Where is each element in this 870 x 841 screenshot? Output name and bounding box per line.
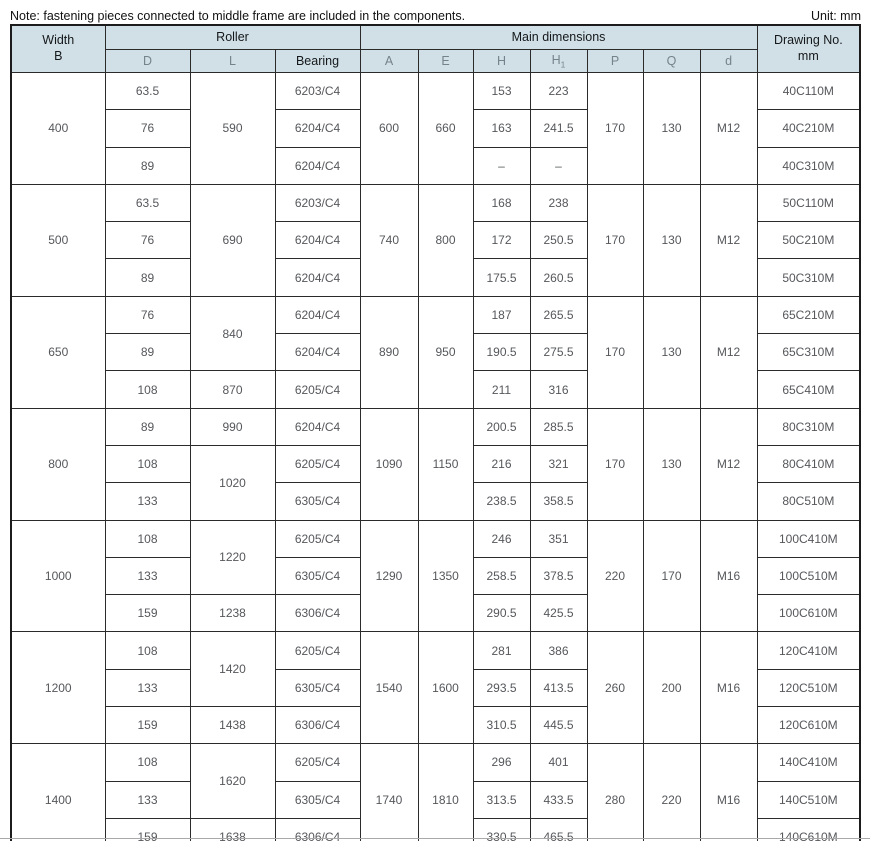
roller-l-cell: 690 bbox=[190, 184, 275, 296]
dim-p-cell: 170 bbox=[587, 184, 643, 296]
drawing-no-cell: 80C510M bbox=[757, 483, 860, 520]
col-header-h: H bbox=[473, 50, 530, 73]
roller-d-cell: 76 bbox=[105, 222, 190, 259]
roller-l-cell: 1420 bbox=[190, 632, 275, 707]
bearing-cell: 6305/C4 bbox=[275, 669, 360, 706]
roller-l-cell: 1020 bbox=[190, 445, 275, 520]
bearing-cell: 6306/C4 bbox=[275, 707, 360, 744]
dim-h1-cell: 321 bbox=[530, 445, 587, 482]
bearing-cell: 6205/C4 bbox=[275, 632, 360, 669]
dim-p-cell: 260 bbox=[587, 632, 643, 744]
drawing-no-cell: 120C410M bbox=[757, 632, 860, 669]
dim-e-cell: 1150 bbox=[418, 408, 473, 520]
bearing-cell: 6204/C4 bbox=[275, 408, 360, 445]
dim-h1-cell: 260.5 bbox=[530, 259, 587, 296]
dim-h-cell: 290.5 bbox=[473, 595, 530, 632]
width-b-cell: 800 bbox=[11, 408, 105, 520]
drawing-no-cell: 50C110M bbox=[757, 184, 860, 221]
col-header-d-thread: d bbox=[700, 50, 757, 73]
dim-h-cell: 246 bbox=[473, 520, 530, 557]
table-row bbox=[11, 184, 860, 221]
drawing-no-cell: 100C610M bbox=[757, 595, 860, 632]
col-header-main-dimensions: Main dimensions bbox=[360, 25, 757, 50]
roller-d-cell: 108 bbox=[105, 445, 190, 482]
dim-q-cell: 130 bbox=[643, 296, 700, 408]
dim-q-cell: 220 bbox=[643, 744, 700, 841]
width-b-cell: 400 bbox=[11, 73, 105, 185]
thread-d-cell: M12 bbox=[700, 73, 757, 185]
table-row bbox=[11, 296, 860, 333]
unit-label: Unit: mm bbox=[811, 9, 861, 23]
bearing-cell: 6305/C4 bbox=[275, 781, 360, 818]
dim-h-cell: 238.5 bbox=[473, 483, 530, 520]
dim-h-cell: 190.5 bbox=[473, 334, 530, 371]
col-header-width-b bbox=[11, 25, 105, 73]
col-header-p: P bbox=[587, 50, 643, 73]
roller-l-cell: 870 bbox=[190, 371, 275, 408]
roller-d-cell: 159 bbox=[105, 707, 190, 744]
roller-d-cell: 63.5 bbox=[105, 184, 190, 221]
dim-h1-cell: 413.5 bbox=[530, 669, 587, 706]
dim-q-cell: 200 bbox=[643, 632, 700, 744]
roller-l-cell: 990 bbox=[190, 408, 275, 445]
dim-h-cell: 330.5 bbox=[473, 818, 530, 841]
bearing-cell: 6204/C4 bbox=[275, 222, 360, 259]
roller-d-cell: 89 bbox=[105, 334, 190, 371]
drawing-no-cell: 50C310M bbox=[757, 259, 860, 296]
drawing-no-cell: 65C310M bbox=[757, 334, 860, 371]
table-row bbox=[11, 744, 860, 781]
dim-h1-cell: 465.5 bbox=[530, 818, 587, 841]
table-row bbox=[11, 73, 860, 110]
drawing-no-cell: 80C310M bbox=[757, 408, 860, 445]
col-header-roller: Roller bbox=[105, 25, 360, 50]
table-body bbox=[11, 73, 860, 841]
width-b-cell: 1400 bbox=[11, 744, 105, 841]
drawing-mm-label: mm bbox=[797, 49, 819, 63]
drawing-no-cell: 40C110M bbox=[757, 73, 860, 110]
page-bottom-rule bbox=[0, 838, 870, 839]
roller-d-cell: 108 bbox=[105, 632, 190, 669]
dim-q-cell: 130 bbox=[643, 184, 700, 296]
dim-p-cell: 170 bbox=[587, 73, 643, 185]
bearing-cell: 6205/C4 bbox=[275, 744, 360, 781]
dim-h-cell: 310.5 bbox=[473, 707, 530, 744]
drawing-no-cell: 65C210M bbox=[757, 296, 860, 333]
dim-a-cell: 890 bbox=[360, 296, 418, 408]
bearing-cell: 6203/C4 bbox=[275, 184, 360, 221]
roller-l-cell: 1620 bbox=[190, 744, 275, 819]
bearing-cell: 6203/C4 bbox=[275, 73, 360, 110]
roller-d-cell: 108 bbox=[105, 520, 190, 557]
dim-a-cell: 1090 bbox=[360, 408, 418, 520]
dim-h1-cell: 238 bbox=[530, 184, 587, 221]
table-row bbox=[11, 408, 860, 445]
drawing-no-cell: 140C510M bbox=[757, 781, 860, 818]
spec-table bbox=[10, 24, 861, 841]
dim-e-cell: 1600 bbox=[418, 632, 473, 744]
dim-h1-cell: 425.5 bbox=[530, 595, 587, 632]
dim-h1-cell: 378.5 bbox=[530, 557, 587, 594]
dim-h1-cell: 250.5 bbox=[530, 222, 587, 259]
table-header bbox=[11, 25, 860, 73]
roller-d-cell: 89 bbox=[105, 259, 190, 296]
dim-h1-cell: 265.5 bbox=[530, 296, 587, 333]
roller-d-cell: 133 bbox=[105, 669, 190, 706]
bearing-cell: 6305/C4 bbox=[275, 483, 360, 520]
roller-d-cell: 63.5 bbox=[105, 73, 190, 110]
dim-q-cell: 170 bbox=[643, 520, 700, 632]
width-b-cell: 650 bbox=[11, 296, 105, 408]
roller-l-cell: 1220 bbox=[190, 520, 275, 595]
dim-e-cell: 800 bbox=[418, 184, 473, 296]
col-header-d: D bbox=[105, 50, 190, 73]
dim-h-cell: 293.5 bbox=[473, 669, 530, 706]
dim-a-cell: 600 bbox=[360, 73, 418, 185]
table-row bbox=[11, 520, 860, 557]
roller-l-cell: 1238 bbox=[190, 595, 275, 632]
width-b-label: B bbox=[54, 49, 63, 63]
note-text: Note: fastening pieces connected to middle frame are included in the components. bbox=[10, 9, 466, 23]
roller-d-cell: 133 bbox=[105, 781, 190, 818]
dim-h-cell: 187 bbox=[473, 296, 530, 333]
h1-subscript: 1 bbox=[560, 59, 566, 70]
bearing-cell: 6204/C4 bbox=[275, 334, 360, 371]
roller-d-cell: 159 bbox=[105, 595, 190, 632]
drawing-no-cell: 100C510M bbox=[757, 557, 860, 594]
dim-a-cell: 1540 bbox=[360, 632, 418, 744]
thread-d-cell: M12 bbox=[700, 184, 757, 296]
dim-h-cell: 296 bbox=[473, 744, 530, 781]
roller-d-cell: 89 bbox=[105, 408, 190, 445]
dim-h-cell: 281 bbox=[473, 632, 530, 669]
drawing-no-cell: 140C410M bbox=[757, 744, 860, 781]
dim-q-cell: 130 bbox=[643, 73, 700, 185]
drawing-no-label: Drawing No. bbox=[773, 33, 843, 48]
col-header-q: Q bbox=[643, 50, 700, 73]
dim-h1-cell: 351 bbox=[530, 520, 587, 557]
roller-l-cell: 840 bbox=[190, 296, 275, 371]
dim-h1-cell: 358.5 bbox=[530, 483, 587, 520]
width-label: Width bbox=[42, 33, 75, 48]
dim-h-cell: – bbox=[473, 147, 530, 184]
bearing-cell: 6305/C4 bbox=[275, 557, 360, 594]
thread-d-cell: M16 bbox=[700, 744, 757, 841]
dim-h-cell: 163 bbox=[473, 110, 530, 147]
roller-l-cell: 1438 bbox=[190, 707, 275, 744]
dim-h-cell: 216 bbox=[473, 445, 530, 482]
dim-e-cell: 950 bbox=[418, 296, 473, 408]
roller-d-cell: 108 bbox=[105, 371, 190, 408]
dim-q-cell: 130 bbox=[643, 408, 700, 520]
dim-h-cell: 153 bbox=[473, 73, 530, 110]
drawing-no-cell: 80C410M bbox=[757, 445, 860, 482]
dim-h1-cell: 386 bbox=[530, 632, 587, 669]
dim-a-cell: 1740 bbox=[360, 744, 418, 841]
roller-d-cell: 108 bbox=[105, 744, 190, 781]
dim-h1-cell: 445.5 bbox=[530, 707, 587, 744]
drawing-no-cell: 40C310M bbox=[757, 147, 860, 184]
dim-e-cell: 1810 bbox=[418, 744, 473, 841]
dim-h1-cell: – bbox=[530, 147, 587, 184]
drawing-no-cell: 50C210M bbox=[757, 222, 860, 259]
dim-p-cell: 220 bbox=[587, 520, 643, 632]
thread-d-cell: M12 bbox=[700, 296, 757, 408]
col-header-drawing-no bbox=[757, 25, 860, 73]
drawing-no-cell: 40C210M bbox=[757, 110, 860, 147]
bearing-cell: 6204/C4 bbox=[275, 259, 360, 296]
bearing-cell: 6205/C4 bbox=[275, 520, 360, 557]
col-header-bearing: Bearing bbox=[275, 50, 360, 73]
col-header-a: A bbox=[360, 50, 418, 73]
dim-h1-cell: 241.5 bbox=[530, 110, 587, 147]
bearing-cell: 6205/C4 bbox=[275, 371, 360, 408]
roller-d-cell: 89 bbox=[105, 147, 190, 184]
roller-d-cell: 159 bbox=[105, 818, 190, 841]
col-header-e: E bbox=[418, 50, 473, 73]
width-b-cell: 1200 bbox=[11, 632, 105, 744]
roller-d-cell: 133 bbox=[105, 557, 190, 594]
thread-d-cell: M12 bbox=[700, 408, 757, 520]
dim-h-cell: 313.5 bbox=[473, 781, 530, 818]
dim-h1-cell: 223 bbox=[530, 73, 587, 110]
roller-d-cell: 76 bbox=[105, 110, 190, 147]
drawing-no-cell: 100C410M bbox=[757, 520, 860, 557]
dim-h-cell: 258.5 bbox=[473, 557, 530, 594]
thread-d-cell: M16 bbox=[700, 520, 757, 632]
bearing-cell: 6306/C4 bbox=[275, 595, 360, 632]
bearing-cell: 6205/C4 bbox=[275, 445, 360, 482]
roller-d-cell: 133 bbox=[105, 483, 190, 520]
col-header-h1 bbox=[530, 50, 587, 73]
dim-h1-cell: 285.5 bbox=[530, 408, 587, 445]
roller-l-cell: 590 bbox=[190, 73, 275, 185]
roller-d-cell: 76 bbox=[105, 296, 190, 333]
drawing-no-cell: 120C510M bbox=[757, 669, 860, 706]
bearing-cell: 6204/C4 bbox=[275, 110, 360, 147]
roller-l-cell: 1638 bbox=[190, 818, 275, 841]
drawing-no-cell: 120C610M bbox=[757, 707, 860, 744]
dim-p-cell: 170 bbox=[587, 296, 643, 408]
thread-d-cell: M16 bbox=[700, 632, 757, 744]
bearing-cell: 6204/C4 bbox=[275, 296, 360, 333]
dim-h-cell: 175.5 bbox=[473, 259, 530, 296]
width-b-cell: 1000 bbox=[11, 520, 105, 632]
dim-e-cell: 660 bbox=[418, 73, 473, 185]
dim-p-cell: 280 bbox=[587, 744, 643, 841]
bearing-cell: 6306/C4 bbox=[275, 818, 360, 841]
dim-h1-cell: 316 bbox=[530, 371, 587, 408]
top-bar bbox=[10, 3, 861, 23]
dim-a-cell: 740 bbox=[360, 184, 418, 296]
dim-h-cell: 200.5 bbox=[473, 408, 530, 445]
bearing-cell: 6204/C4 bbox=[275, 147, 360, 184]
width-b-cell: 500 bbox=[11, 184, 105, 296]
dim-p-cell: 170 bbox=[587, 408, 643, 520]
dim-h1-cell: 401 bbox=[530, 744, 587, 781]
drawing-no-cell: 65C410M bbox=[757, 371, 860, 408]
col-header-l: L bbox=[190, 50, 275, 73]
dim-h1-cell: 433.5 bbox=[530, 781, 587, 818]
dim-a-cell: 1290 bbox=[360, 520, 418, 632]
h1-base: H bbox=[551, 52, 561, 67]
dim-e-cell: 1350 bbox=[418, 520, 473, 632]
dim-h-cell: 168 bbox=[473, 184, 530, 221]
drawing-no-cell: 140C610M bbox=[757, 818, 860, 841]
table-row bbox=[11, 632, 860, 669]
dim-h-cell: 172 bbox=[473, 222, 530, 259]
dim-h-cell: 211 bbox=[473, 371, 530, 408]
dim-h1-cell: 275.5 bbox=[530, 334, 587, 371]
